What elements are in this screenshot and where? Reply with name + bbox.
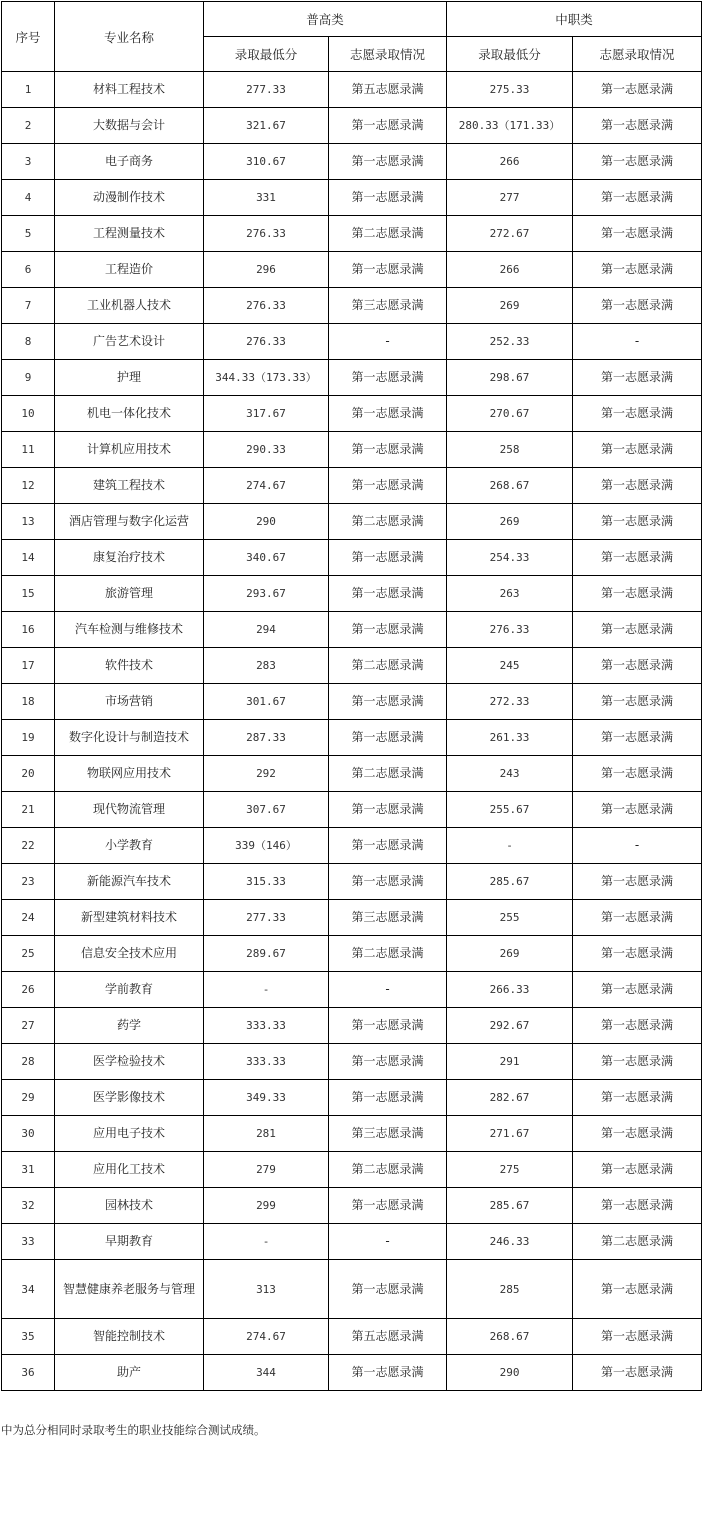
cell-general-min-score: 344.33（173.33） xyxy=(204,360,329,396)
cell-major-name: 信息安全技术应用 xyxy=(55,936,204,972)
cell-vocational-status: 第一志愿录满 xyxy=(573,252,702,288)
cell-vocational-min-score: 291 xyxy=(447,1044,573,1080)
cell-vocational-min-score: 280.33（171.33） xyxy=(447,108,573,144)
cell-vocational-min-score: 285.67 xyxy=(447,1188,573,1224)
table-row xyxy=(2,1080,702,1116)
cell-vocational-status: 第一志愿录满 xyxy=(573,540,702,576)
table-row xyxy=(2,216,702,252)
table-row xyxy=(2,864,702,900)
cell-vocational-min-score: 270.67 xyxy=(447,396,573,432)
cell-general-min-score: 313 xyxy=(204,1260,329,1319)
cell-general-status: 第二志愿录满 xyxy=(329,756,447,792)
cell-major-name: 工业机器人技术 xyxy=(55,288,204,324)
header-a-status: 志愿录取情况 xyxy=(329,37,447,72)
table-row xyxy=(2,576,702,612)
table-row xyxy=(2,324,702,360)
cell-general-status: 第一志愿录满 xyxy=(329,108,447,144)
cell-seq: 4 xyxy=(2,180,55,216)
cell-seq: 5 xyxy=(2,216,55,252)
cell-major-name: 医学检验技术 xyxy=(55,1044,204,1080)
cell-general-min-score: 277.33 xyxy=(204,72,329,108)
cell-general-status: 第一志愿录满 xyxy=(329,540,447,576)
table-row xyxy=(2,504,702,540)
table-row xyxy=(2,1319,702,1355)
cell-general-status: - xyxy=(329,972,447,1008)
cell-major-name: 物联网应用技术 xyxy=(55,756,204,792)
cell-vocational-status: 第一志愿录满 xyxy=(573,648,702,684)
cell-vocational-min-score: 285.67 xyxy=(447,864,573,900)
cell-major-name: 大数据与会计 xyxy=(55,108,204,144)
cell-vocational-min-score: 258 xyxy=(447,432,573,468)
cell-general-min-score: 307.67 xyxy=(204,792,329,828)
cell-seq: 35 xyxy=(2,1319,55,1355)
table-row xyxy=(2,396,702,432)
cell-vocational-status: 第一志愿录满 xyxy=(573,504,702,540)
cell-vocational-status: 第一志愿录满 xyxy=(573,1008,702,1044)
cell-seq: 15 xyxy=(2,576,55,612)
cell-general-status: 第二志愿录满 xyxy=(329,504,447,540)
cell-general-min-score: 317.67 xyxy=(204,396,329,432)
cell-seq: 8 xyxy=(2,324,55,360)
cell-general-min-score: 333.33 xyxy=(204,1008,329,1044)
cell-major-name: 软件技术 xyxy=(55,648,204,684)
cell-vocational-status: 第一志愿录满 xyxy=(573,396,702,432)
table-row xyxy=(2,720,702,756)
table-row xyxy=(2,180,702,216)
cell-vocational-status: 第一志愿录满 xyxy=(573,1044,702,1080)
cell-vocational-status: 第一志愿录满 xyxy=(573,360,702,396)
table-row xyxy=(2,936,702,972)
table-row xyxy=(2,648,702,684)
cell-general-min-score: 333.33 xyxy=(204,1044,329,1080)
cell-seq: 18 xyxy=(2,684,55,720)
cell-general-status: - xyxy=(329,324,447,360)
cell-general-min-score: 339（146） xyxy=(204,828,329,864)
cell-general-status: 第一志愿录满 xyxy=(329,252,447,288)
header-b-min-score: 录取最低分 xyxy=(447,37,573,72)
cell-vocational-min-score: 292.67 xyxy=(447,1008,573,1044)
cell-seq: 1 xyxy=(2,72,55,108)
cell-general-status: 第一志愿录满 xyxy=(329,828,447,864)
cell-general-status: 第一志愿录满 xyxy=(329,1044,447,1080)
cell-vocational-min-score: 290 xyxy=(447,1355,573,1391)
cell-seq: 6 xyxy=(2,252,55,288)
table-row xyxy=(2,1152,702,1188)
cell-seq: 23 xyxy=(2,864,55,900)
cell-vocational-min-score: 268.67 xyxy=(447,468,573,504)
cell-seq: 12 xyxy=(2,468,55,504)
cell-seq: 21 xyxy=(2,792,55,828)
cell-vocational-status: 第一志愿录满 xyxy=(573,1152,702,1188)
table-row xyxy=(2,1260,702,1319)
cell-vocational-status: 第一志愿录满 xyxy=(573,972,702,1008)
cell-general-status: 第一志愿录满 xyxy=(329,1355,447,1391)
cell-general-min-score: 276.33 xyxy=(204,324,329,360)
cell-vocational-status: 第一志愿录满 xyxy=(573,900,702,936)
cell-major-name: 旅游管理 xyxy=(55,576,204,612)
cell-general-status: 第二志愿录满 xyxy=(329,1152,447,1188)
cell-major-name: 工程造价 xyxy=(55,252,204,288)
cell-vocational-min-score: 254.33 xyxy=(447,540,573,576)
cell-general-min-score: 331 xyxy=(204,180,329,216)
cell-general-status: 第一志愿录满 xyxy=(329,1008,447,1044)
cell-general-min-score: 283 xyxy=(204,648,329,684)
cell-vocational-min-score: 269 xyxy=(447,504,573,540)
cell-general-status: 第一志愿录满 xyxy=(329,1260,447,1319)
cell-general-status: 第一志愿录满 xyxy=(329,1080,447,1116)
cell-major-name: 园林技术 xyxy=(55,1188,204,1224)
cell-seq: 34 xyxy=(2,1260,55,1319)
cell-vocational-min-score: - xyxy=(447,828,573,864)
cell-vocational-min-score: 275 xyxy=(447,1152,573,1188)
table-row xyxy=(2,252,702,288)
cell-vocational-min-score: 266 xyxy=(447,144,573,180)
cell-vocational-status: 第一志愿录满 xyxy=(573,1355,702,1391)
cell-general-status: 第二志愿录满 xyxy=(329,648,447,684)
table-body xyxy=(2,72,702,1391)
cell-vocational-status: 第一志愿录满 xyxy=(573,576,702,612)
cell-vocational-min-score: 252.33 xyxy=(447,324,573,360)
cell-vocational-min-score: 255 xyxy=(447,900,573,936)
cell-major-name: 广告艺术设计 xyxy=(55,324,204,360)
cell-major-name: 计算机应用技术 xyxy=(55,432,204,468)
cell-seq: 24 xyxy=(2,900,55,936)
cell-vocational-status: 第一志愿录满 xyxy=(573,72,702,108)
cell-general-status: - xyxy=(329,1224,447,1260)
cell-general-status: 第一志愿录满 xyxy=(329,432,447,468)
admission-score-table xyxy=(1,1,702,1391)
cell-general-min-score: 290.33 xyxy=(204,432,329,468)
header-seq: 序号 xyxy=(2,2,55,72)
cell-vocational-min-score: 298.67 xyxy=(447,360,573,396)
cell-major-name: 助产 xyxy=(55,1355,204,1391)
cell-vocational-status: 第一志愿录满 xyxy=(573,612,702,648)
cell-vocational-status: 第一志愿录满 xyxy=(573,468,702,504)
cell-major-name: 医学影像技术 xyxy=(55,1080,204,1116)
cell-major-name: 酒店管理与数字化运营 xyxy=(55,504,204,540)
table-row xyxy=(2,1224,702,1260)
cell-general-min-score: 274.67 xyxy=(204,468,329,504)
cell-seq: 10 xyxy=(2,396,55,432)
cell-seq: 36 xyxy=(2,1355,55,1391)
cell-vocational-status: 第一志愿录满 xyxy=(573,288,702,324)
cell-seq: 28 xyxy=(2,1044,55,1080)
cell-general-min-score: 349.33 xyxy=(204,1080,329,1116)
header-group-general-high-school: 普高类 xyxy=(204,2,447,37)
table-row xyxy=(2,684,702,720)
cell-general-min-score: 276.33 xyxy=(204,216,329,252)
cell-general-min-score: 299 xyxy=(204,1188,329,1224)
cell-seq: 16 xyxy=(2,612,55,648)
header-group-vocational: 中职类 xyxy=(447,2,702,37)
cell-seq: 17 xyxy=(2,648,55,684)
cell-major-name: 动漫制作技术 xyxy=(55,180,204,216)
cell-vocational-min-score: 246.33 xyxy=(447,1224,573,1260)
cell-seq: 30 xyxy=(2,1116,55,1152)
cell-major-name: 应用电子技术 xyxy=(55,1116,204,1152)
header-a-min-score: 录取最低分 xyxy=(204,37,329,72)
cell-general-status: 第五志愿录满 xyxy=(329,1319,447,1355)
cell-major-name: 汽车检测与维修技术 xyxy=(55,612,204,648)
cell-vocational-status: 第二志愿录满 xyxy=(573,1224,702,1260)
cell-seq: 20 xyxy=(2,756,55,792)
cell-general-status: 第一志愿录满 xyxy=(329,720,447,756)
cell-vocational-min-score: 272.67 xyxy=(447,216,573,252)
cell-vocational-status: 第一志愿录满 xyxy=(573,144,702,180)
table-header-row xyxy=(2,2,702,37)
cell-general-status: 第一志愿录满 xyxy=(329,864,447,900)
cell-general-status: 第一志愿录满 xyxy=(329,396,447,432)
cell-major-name: 新能源汽车技术 xyxy=(55,864,204,900)
cell-general-min-score: 289.67 xyxy=(204,936,329,972)
cell-general-min-score: 290 xyxy=(204,504,329,540)
cell-major-name: 材料工程技术 xyxy=(55,72,204,108)
footnote: 中为总分相同时录取考生的职业技能综合测试成绩。 xyxy=(1,1423,266,1437)
cell-general-min-score: - xyxy=(204,972,329,1008)
cell-vocational-min-score: 276.33 xyxy=(447,612,573,648)
cell-major-name: 智能控制技术 xyxy=(55,1319,204,1355)
table-row xyxy=(2,612,702,648)
cell-major-name: 护理 xyxy=(55,360,204,396)
cell-seq: 19 xyxy=(2,720,55,756)
cell-general-status: 第二志愿录满 xyxy=(329,216,447,252)
cell-major-name: 现代物流管理 xyxy=(55,792,204,828)
cell-vocational-min-score: 243 xyxy=(447,756,573,792)
cell-seq: 22 xyxy=(2,828,55,864)
cell-general-status: 第五志愿录满 xyxy=(329,72,447,108)
cell-vocational-min-score: 268.67 xyxy=(447,1319,573,1355)
cell-vocational-min-score: 269 xyxy=(447,288,573,324)
cell-vocational-status: 第一志愿录满 xyxy=(573,1080,702,1116)
cell-vocational-min-score: 275.33 xyxy=(447,72,573,108)
cell-vocational-min-score: 282.67 xyxy=(447,1080,573,1116)
cell-seq: 13 xyxy=(2,504,55,540)
cell-seq: 9 xyxy=(2,360,55,396)
table-row xyxy=(2,108,702,144)
cell-general-min-score: 310.67 xyxy=(204,144,329,180)
cell-vocational-status: 第一志愿录满 xyxy=(573,864,702,900)
cell-seq: 29 xyxy=(2,1080,55,1116)
cell-seq: 3 xyxy=(2,144,55,180)
cell-general-min-score: 292 xyxy=(204,756,329,792)
cell-vocational-min-score: 245 xyxy=(447,648,573,684)
cell-general-status: 第三志愿录满 xyxy=(329,288,447,324)
cell-vocational-min-score: 266.33 xyxy=(447,972,573,1008)
cell-vocational-status: 第一志愿录满 xyxy=(573,1319,702,1355)
cell-general-min-score: 294 xyxy=(204,612,329,648)
table-row xyxy=(2,360,702,396)
cell-general-min-score: 276.33 xyxy=(204,288,329,324)
cell-seq: 31 xyxy=(2,1152,55,1188)
table-row xyxy=(2,900,702,936)
cell-major-name: 建筑工程技术 xyxy=(55,468,204,504)
cell-vocational-status: 第一志愿录满 xyxy=(573,108,702,144)
cell-general-status: 第三志愿录满 xyxy=(329,900,447,936)
table-row xyxy=(2,72,702,108)
cell-vocational-min-score: 263 xyxy=(447,576,573,612)
cell-general-status: 第一志愿录满 xyxy=(329,1188,447,1224)
cell-vocational-min-score: 272.33 xyxy=(447,684,573,720)
table-row xyxy=(2,468,702,504)
cell-general-min-score: 344 xyxy=(204,1355,329,1391)
table-row xyxy=(2,1355,702,1391)
cell-vocational-min-score: 285 xyxy=(447,1260,573,1319)
cell-general-min-score: 315.33 xyxy=(204,864,329,900)
table-row xyxy=(2,756,702,792)
cell-seq: 7 xyxy=(2,288,55,324)
header-major: 专业名称 xyxy=(55,2,204,72)
cell-general-status: 第一志愿录满 xyxy=(329,576,447,612)
cell-general-min-score: 281 xyxy=(204,1116,329,1152)
cell-seq: 2 xyxy=(2,108,55,144)
cell-general-status: 第一志愿录满 xyxy=(329,180,447,216)
cell-general-min-score: 301.67 xyxy=(204,684,329,720)
cell-vocational-status: - xyxy=(573,828,702,864)
cell-vocational-status: 第一志愿录满 xyxy=(573,756,702,792)
table-row xyxy=(2,1044,702,1080)
table-row xyxy=(2,1188,702,1224)
cell-general-status: 第三志愿录满 xyxy=(329,1116,447,1152)
cell-seq: 11 xyxy=(2,432,55,468)
table-row xyxy=(2,144,702,180)
cell-seq: 14 xyxy=(2,540,55,576)
table-row xyxy=(2,432,702,468)
cell-general-min-score: - xyxy=(204,1224,329,1260)
header-b-status: 志愿录取情况 xyxy=(573,37,702,72)
cell-vocational-status: 第一志愿录满 xyxy=(573,936,702,972)
cell-seq: 32 xyxy=(2,1188,55,1224)
cell-vocational-status: 第一志愿录满 xyxy=(573,684,702,720)
cell-vocational-status: 第一志愿录满 xyxy=(573,792,702,828)
cell-seq: 27 xyxy=(2,1008,55,1044)
cell-general-min-score: 321.67 xyxy=(204,108,329,144)
cell-major-name: 机电一体化技术 xyxy=(55,396,204,432)
cell-major-name: 学前教育 xyxy=(55,972,204,1008)
cell-major-name: 数字化设计与制造技术 xyxy=(55,720,204,756)
cell-general-min-score: 340.67 xyxy=(204,540,329,576)
cell-general-min-score: 287.33 xyxy=(204,720,329,756)
table-row xyxy=(2,792,702,828)
cell-vocational-min-score: 266 xyxy=(447,252,573,288)
cell-major-name: 小学教育 xyxy=(55,828,204,864)
cell-general-status: 第一志愿录满 xyxy=(329,144,447,180)
cell-general-status: 第二志愿录满 xyxy=(329,936,447,972)
cell-major-name: 智慧健康养老服务与管理 xyxy=(55,1260,204,1319)
cell-vocational-status: 第一志愿录满 xyxy=(573,180,702,216)
cell-seq: 33 xyxy=(2,1224,55,1260)
cell-seq: 25 xyxy=(2,936,55,972)
cell-vocational-status: 第一志愿录满 xyxy=(573,1116,702,1152)
cell-general-min-score: 279 xyxy=(204,1152,329,1188)
cell-vocational-status: 第一志愿录满 xyxy=(573,432,702,468)
cell-vocational-min-score: 255.67 xyxy=(447,792,573,828)
cell-major-name: 电子商务 xyxy=(55,144,204,180)
cell-major-name: 市场营销 xyxy=(55,684,204,720)
cell-general-status: 第一志愿录满 xyxy=(329,792,447,828)
cell-vocational-min-score: 269 xyxy=(447,936,573,972)
cell-general-min-score: 277.33 xyxy=(204,900,329,936)
cell-vocational-status: 第一志愿录满 xyxy=(573,1260,702,1319)
cell-general-status: 第一志愿录满 xyxy=(329,468,447,504)
cell-general-status: 第一志愿录满 xyxy=(329,612,447,648)
cell-vocational-status: 第一志愿录满 xyxy=(573,720,702,756)
cell-general-status: 第一志愿录满 xyxy=(329,684,447,720)
cell-vocational-min-score: 271.67 xyxy=(447,1116,573,1152)
cell-major-name: 药学 xyxy=(55,1008,204,1044)
cell-major-name: 工程测量技术 xyxy=(55,216,204,252)
table-row xyxy=(2,972,702,1008)
cell-vocational-status: 第一志愿录满 xyxy=(573,216,702,252)
cell-major-name: 康复治疗技术 xyxy=(55,540,204,576)
cell-general-min-score: 296 xyxy=(204,252,329,288)
table-row xyxy=(2,828,702,864)
cell-major-name: 早期教育 xyxy=(55,1224,204,1260)
table-row xyxy=(2,288,702,324)
cell-major-name: 应用化工技术 xyxy=(55,1152,204,1188)
cell-major-name: 新型建筑材料技术 xyxy=(55,900,204,936)
cell-seq: 26 xyxy=(2,972,55,1008)
cell-general-min-score: 293.67 xyxy=(204,576,329,612)
cell-vocational-min-score: 277 xyxy=(447,180,573,216)
cell-vocational-status: 第一志愿录满 xyxy=(573,1188,702,1224)
table-row xyxy=(2,540,702,576)
table-row xyxy=(2,1116,702,1152)
cell-vocational-status: - xyxy=(573,324,702,360)
cell-general-min-score: 274.67 xyxy=(204,1319,329,1355)
table-row xyxy=(2,1008,702,1044)
cell-vocational-min-score: 261.33 xyxy=(447,720,573,756)
cell-general-status: 第一志愿录满 xyxy=(329,360,447,396)
